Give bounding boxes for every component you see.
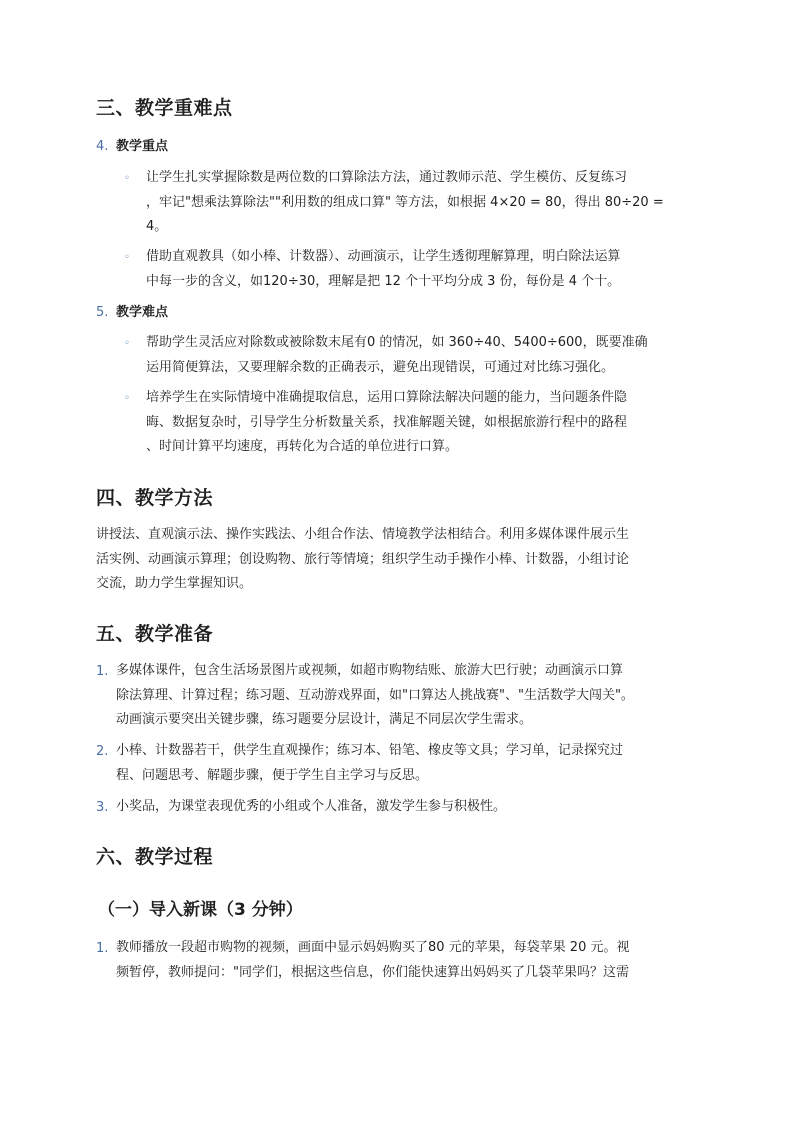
text-line: 小奖品，为课堂表现优秀的小组或个人准备，激发学生参与积极性。 [116,799,507,814]
list-number: 4. [96,139,109,154]
section-heading-teaching-process: 六、教学过程 [96,846,214,868]
text-line: 帮助学生灵活应对除数或被除数末尾有0 的情况，如 360÷40、5400÷600，既要准确 [146,335,648,350]
list-paragraph [116,795,506,820]
bullet-marker: ◦ [124,173,130,184]
list-number: 3. [96,800,109,815]
text-line: 培养学生在实际情境中准确提取信息，运用口算除法解决问题的能力，当问题条件隐 [146,390,628,405]
bullet-paragraph [146,245,621,294]
bullet-marker: ◦ [124,252,130,263]
subheading-difficult-points: 教学难点 [116,305,169,320]
list-paragraph [116,659,634,733]
section-heading-teaching-preparation: 五、教学准备 [96,623,214,645]
list-number: 1. [96,941,109,956]
section-heading-teaching-methods: 四、教学方法 [96,487,214,509]
text-line: 除法算理、计算过程；练习题、互动游戏界面，如"口算达人挑战赛"、"生活数学大闯关"。 [116,687,634,703]
list-paragraph [116,936,629,985]
text-line: 小棒、计数器若干，供学生直观操作；练习本、铅笔、橡皮等文具；学习单，记录探究过 [116,743,624,758]
text-line: 让学生扎实掌握除数是两位数的口算除法方法，通过教师示范、学生模仿、反复练习 [146,170,628,185]
bullet-paragraph [146,166,664,240]
bullet-paragraph [146,331,648,380]
text-line: 讲授法、直观演示法、操作实践法、小组合作法、情境教学法相结合。利用多媒体课件展示生 [96,527,630,542]
text-line: 程、问题思考、解题步骤，便于学生自主学习与反思。 [116,767,429,783]
text-line: 频暂停，教师提问："同学们，根据这些信息，你们能快速算出妈妈买了几袋苹果吗？这需 [116,964,629,980]
list-number: 1. [96,664,109,679]
text-line: 动画演示要突出关键步骤，练习题要分层设计，满足不同层次学生需求。 [116,712,533,727]
bullet-marker: ◦ [124,338,130,349]
text-line: 借助直观教具（如小棒、计数器）、动画演示，让学生透彻理解算理，明白除法运算 [146,249,621,264]
text-line: 多媒体课件，包含生活场景图片或视频，如超市购物结账、旅游大巴行驶；动画演示口算 [116,663,624,678]
methods-paragraph [96,523,629,597]
text-line: 活实例、动画演示算理；创设购物、旅行等情境；组织学生动手操作小棒、计数器，小组讨论 [96,551,630,567]
text-line: 中每一步的含义，如120÷30，理解是把 12 个十平均分成 3 份，每份是 4 个十。 [146,273,621,289]
text-line: 晦、数据复杂时，引导学生分析数量关系，找准解题关键，如根据旅游行程中的路程 [146,414,628,430]
text-line: 4。 [146,219,168,234]
text-line: 、时间计算平均速度，再转化为合适的单位进行口算。 [146,439,459,454]
section-heading-key-difficult-points: 三、教学重难点 [96,97,233,119]
list-paragraph [116,739,623,788]
text-line: 交流，助力学生掌握知识。 [96,576,253,591]
text-line: 运用简便算法，又要理解余数的正确表示，避免出现错误，可通过对比练习强化。 [146,359,615,375]
subsection-heading-introduction: （一）导入新课（3 分钟） [98,900,303,920]
text-line: 教师播放一段超市购物的视频，画面中显示妈妈购买了80 元的苹果，每袋苹果 20 元。视 [116,940,630,955]
bullet-paragraph [146,386,627,460]
text-line: ，牢记"想乘法算除法""利用数的组成口算" 等方法，如根据 4×20 = 80，得出 80÷20 = [146,194,664,210]
list-number: 5. [96,305,109,320]
bullet-marker: ◦ [124,393,130,404]
list-number: 2. [96,744,109,759]
subheading-key-points: 教学重点 [116,139,169,154]
